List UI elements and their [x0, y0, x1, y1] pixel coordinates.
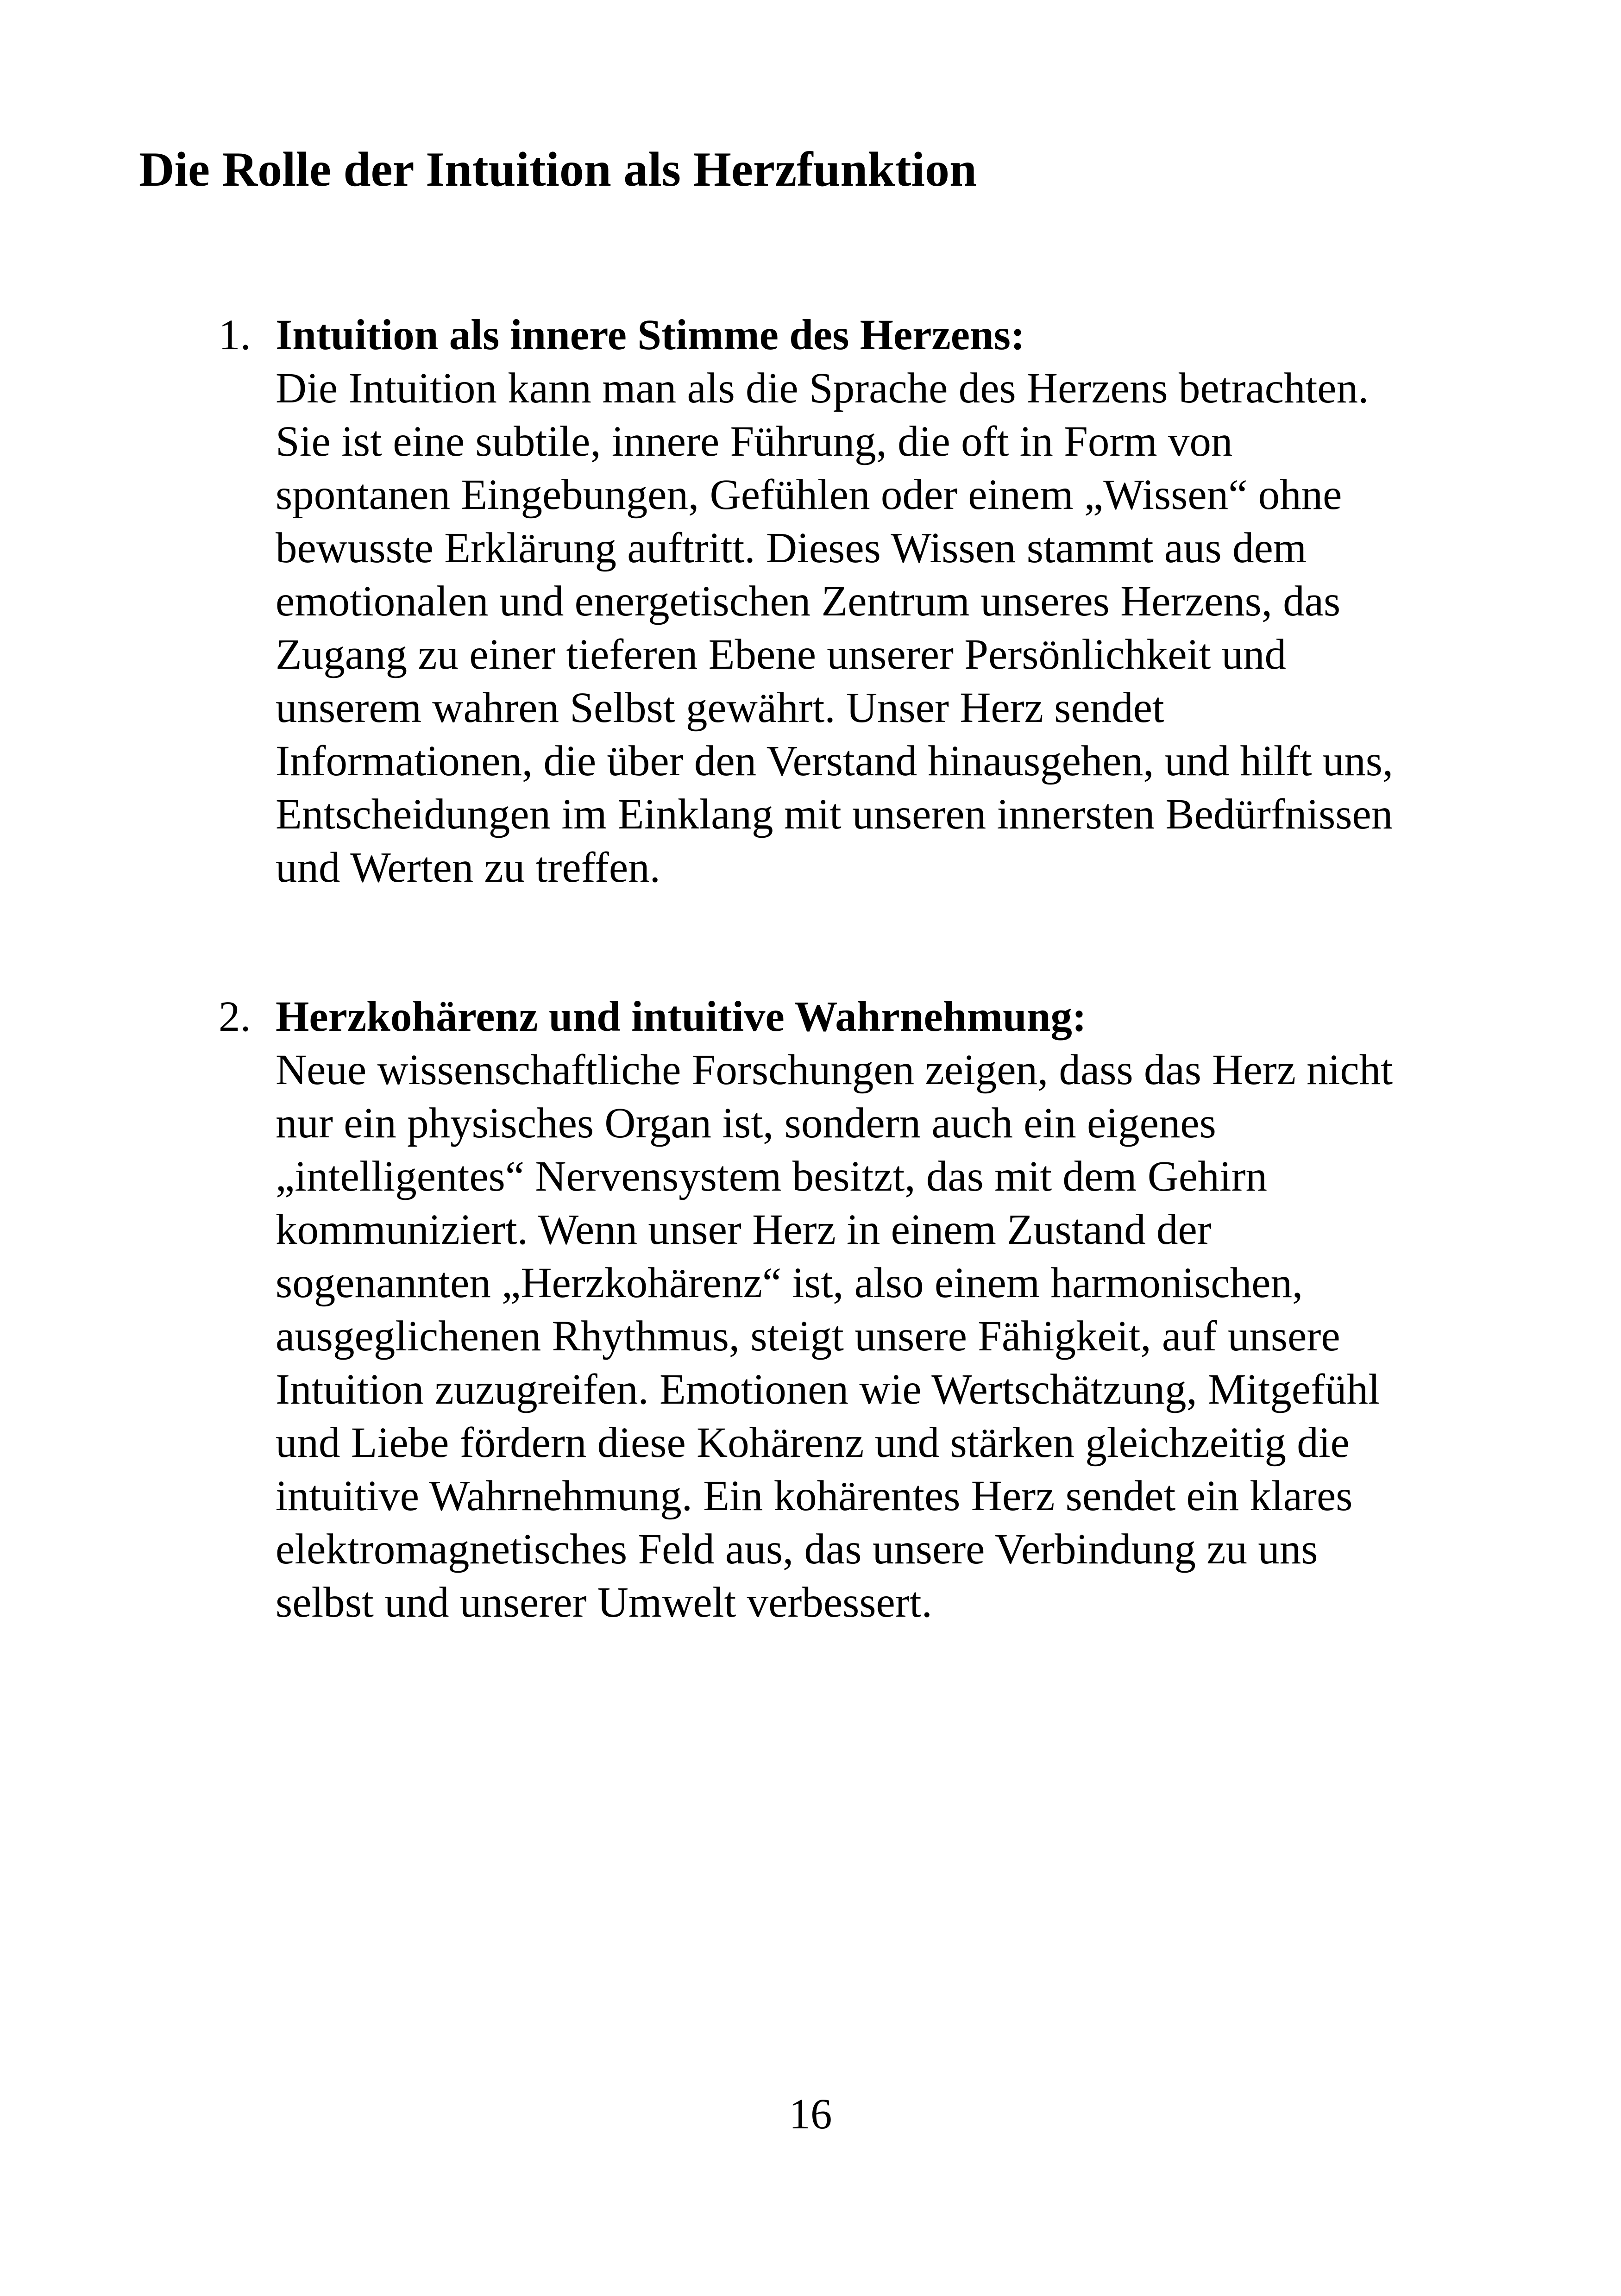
paragraph-line: emotionalen und energetischen Zentrum unseres Herzens, das — [276, 577, 1341, 625]
page-number: 16 — [789, 2090, 832, 2138]
paragraph-line: intuitive Wahrnehmung. Ein kohärentes Herz sendet ein klares — [276, 1472, 1353, 1520]
paragraph-line: selbst und unserer Umwelt verbessert. — [276, 1579, 932, 1626]
paragraph-line: Neue wissenschaftliche Forschungen zeigen, dass das Herz nicht — [276, 1046, 1393, 1094]
paragraph-line: und Werten zu treffen. — [276, 844, 660, 891]
paragraph-line: Informationen, die über den Verstand hinausgehen, und hilft uns, — [276, 737, 1394, 785]
paragraph-line: Entscheidungen im Einklang mit unseren innersten Bedürfnissen — [276, 790, 1393, 838]
paragraph-line: Zugang zu einer tieferen Ebene unserer Persönlichkeit und — [276, 631, 1287, 678]
paragraph-line: bewusste Erklärung auftritt. Dieses Wissen stammt aus dem — [276, 524, 1307, 572]
paragraph-line: elektromagnetisches Feld aus, das unsere Verbindung zu uns — [276, 1525, 1318, 1573]
paragraph-line: Intuition zuzugreifen. Emotionen wie Wertschätzung, Mitgefühl — [276, 1366, 1380, 1413]
paragraph-line: kommuniziert. Wenn unser Herz in einem Zustand der — [276, 1206, 1212, 1254]
list-item-body — [276, 308, 1498, 894]
paragraph-line: nur ein physisches Organ ist, sondern auch ein eigenes — [276, 1099, 1216, 1147]
paragraph-line: und Liebe fördern diese Kohärenz und stärken gleichzeitig die — [276, 1419, 1350, 1467]
section-heading: Intuition als innere Stimme des Herzens: — [276, 311, 1025, 359]
page-title: Die Rolle der Intuition als Herzfunktion — [139, 142, 977, 196]
paragraph-line: Die Intuition kann man als die Sprache des Herzens betrachten. — [276, 364, 1369, 412]
section-heading: Herzkohärenz und intuitive Wahrnehmung: — [276, 993, 1087, 1041]
list-item-body — [276, 990, 1498, 1629]
list-number: 2. — [219, 993, 251, 1041]
paragraph-line: unserem wahren Selbst gewährt. Unser Herz sendet — [276, 684, 1164, 732]
list-number: 1. — [219, 311, 251, 359]
paragraph-line: „intelligentes“ Nervensystem besitzt, das mit dem Gehirn — [276, 1153, 1267, 1200]
paragraph-line: ausgeglichenen Rhythmus, steigt unsere Fähigkeit, auf unsere — [276, 1312, 1340, 1360]
paragraph-line: spontanen Eingebungen, Gefühlen oder einem „Wissen“ ohne — [276, 471, 1342, 519]
paragraph-line: Sie ist eine subtile, innere Führung, die oft in Form von — [276, 418, 1233, 465]
paragraph-line: sogenannten „Herzkohärenz“ ist, also einem harmonischen, — [276, 1259, 1303, 1307]
